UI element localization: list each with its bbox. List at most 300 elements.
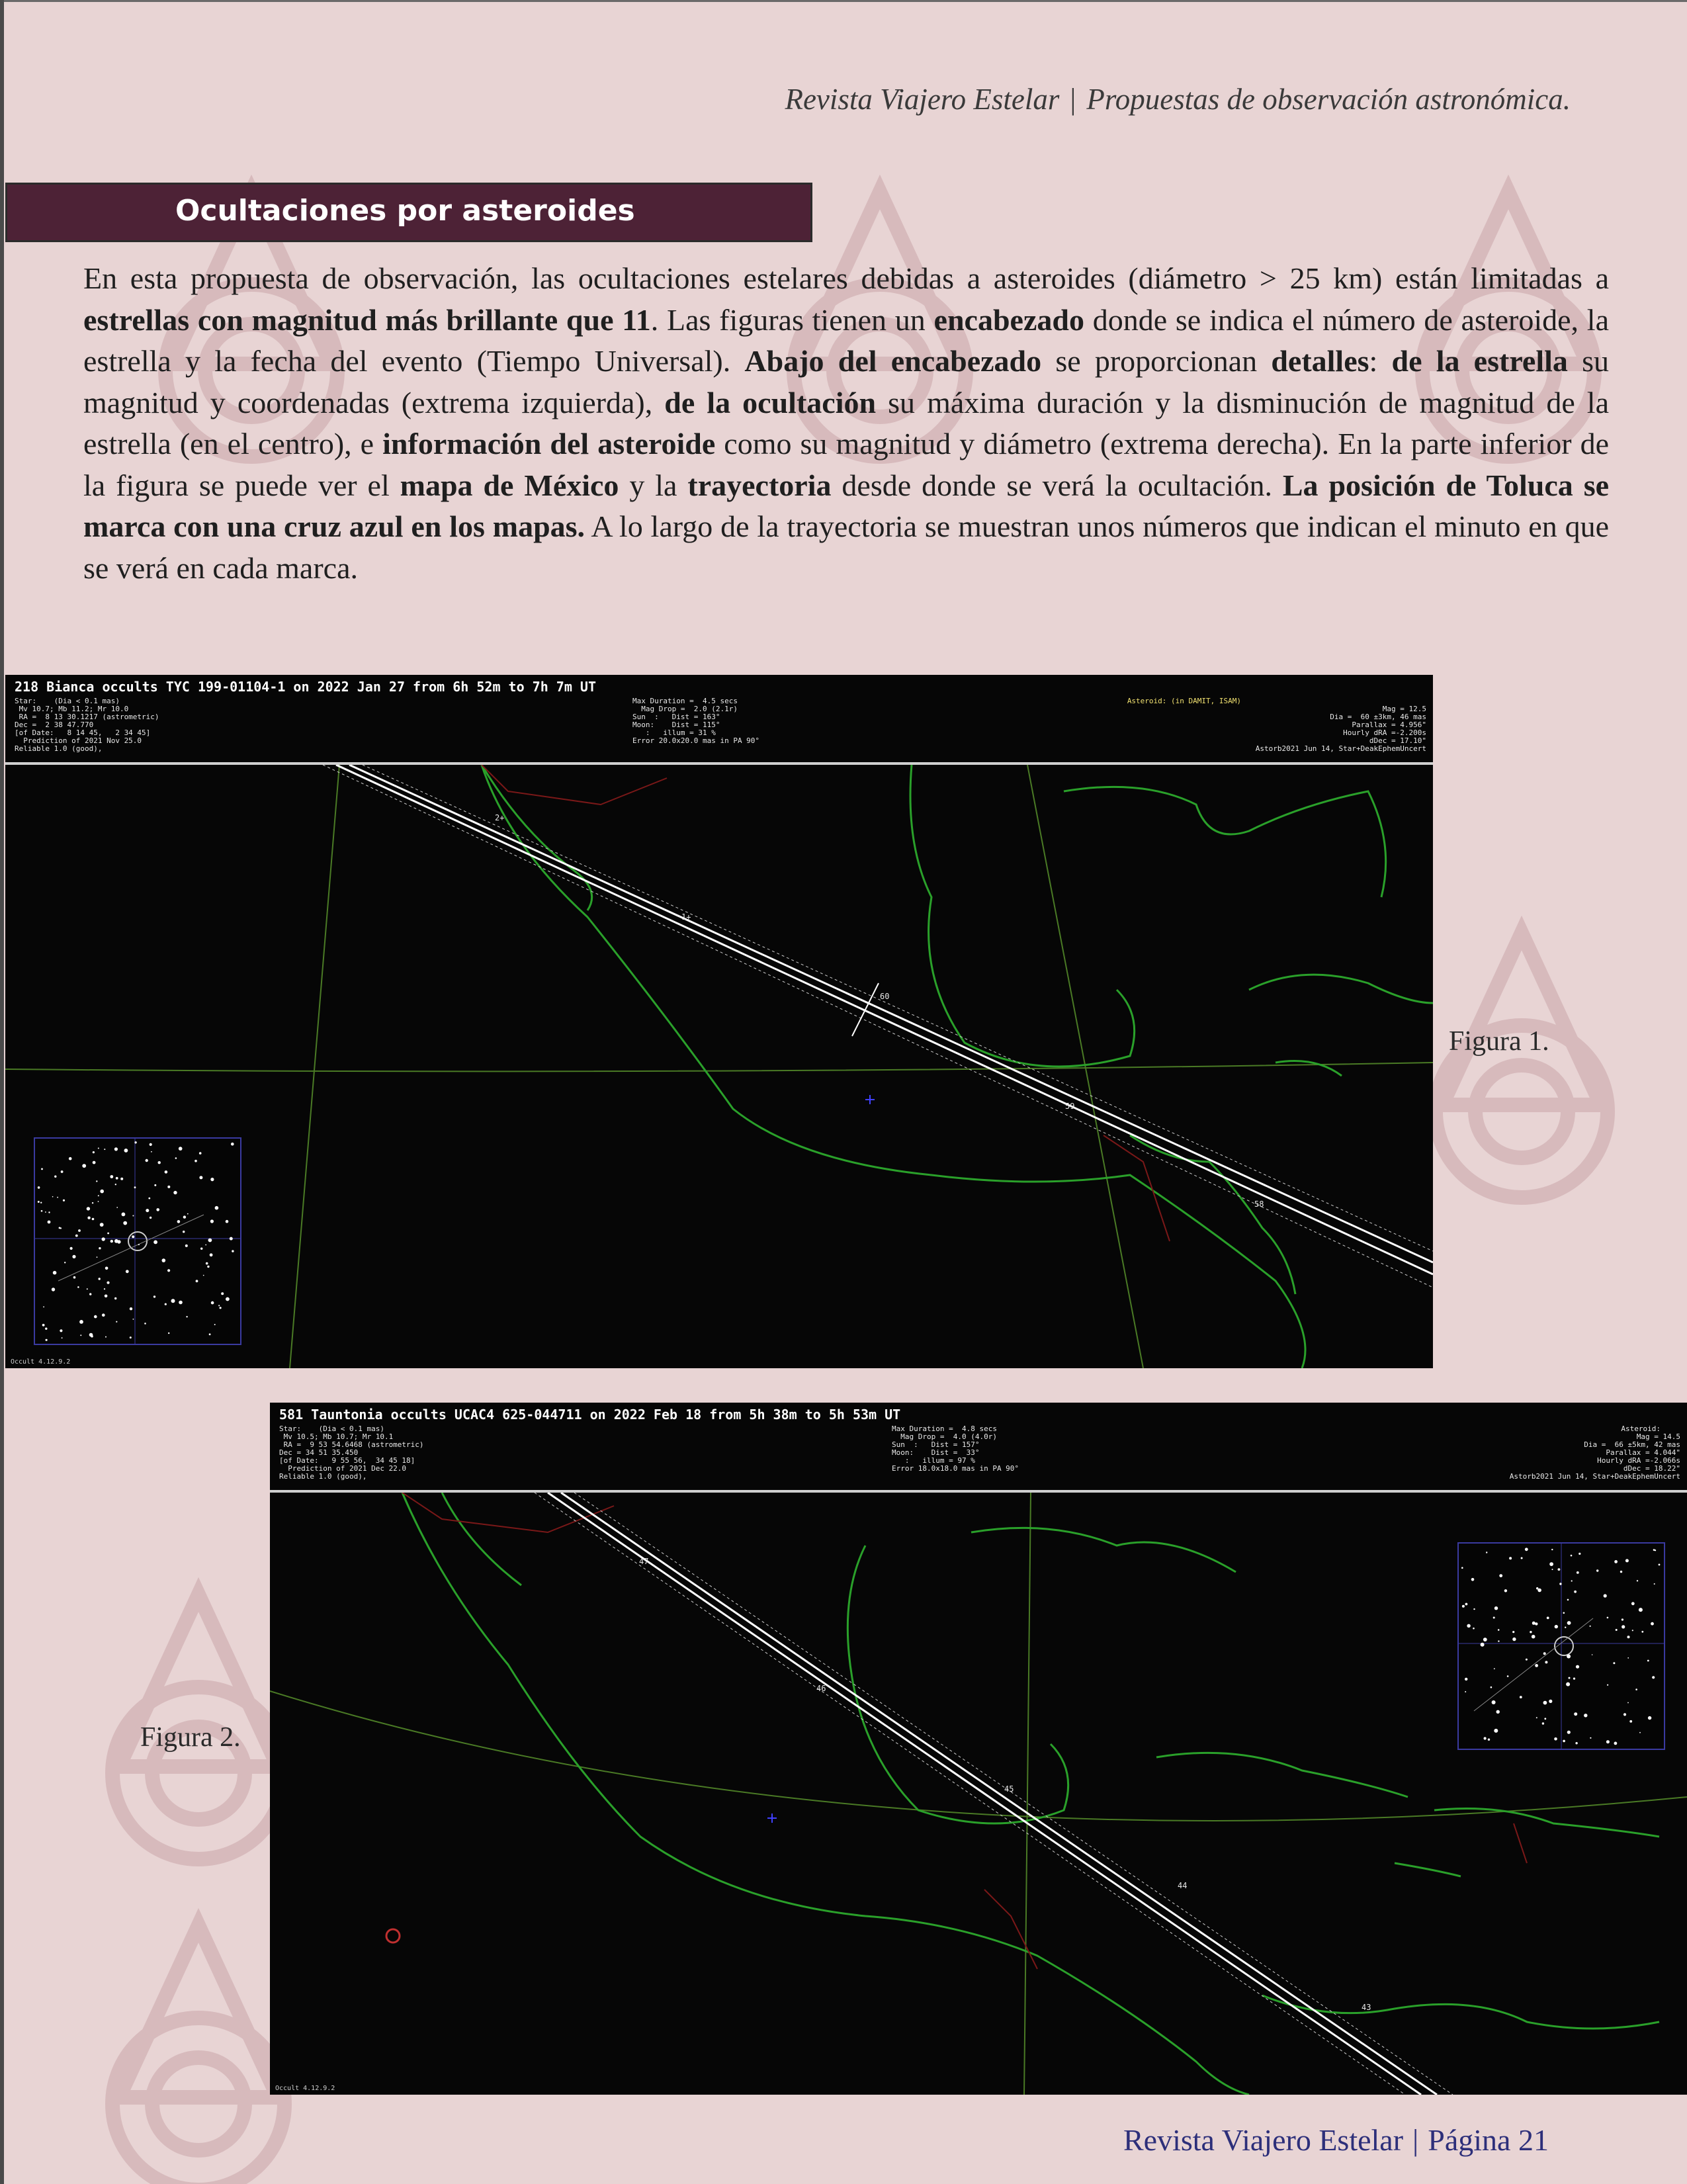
star-dot [1471, 1578, 1475, 1581]
star-dot [1614, 1560, 1618, 1563]
star-dot [105, 1295, 108, 1298]
star-dot [41, 1168, 43, 1170]
star-dot [1559, 1583, 1561, 1585]
figure-2-occultation-path [535, 1493, 1453, 2095]
star-dot [167, 1186, 170, 1188]
star-dot [1494, 1729, 1498, 1733]
star-dot [1462, 1605, 1465, 1608]
star-dot [1465, 1691, 1466, 1692]
star-dot [1653, 1549, 1655, 1551]
star-dot [1567, 1731, 1571, 1734]
body-paragraph [83, 258, 1609, 589]
figure-1-borders [482, 765, 1170, 1241]
figure-2-borders [402, 1493, 1527, 1969]
star-dot [1654, 1583, 1655, 1585]
star-dot [1604, 1594, 1607, 1597]
star-dot [1512, 1631, 1514, 1633]
star-dot [1521, 1557, 1523, 1559]
star-dot [1622, 1625, 1625, 1628]
figure-2-software-footer: Occult 4.12.9.2 [275, 2085, 335, 2092]
star-dot [200, 1248, 202, 1250]
body-bold-text: trayectoria [687, 468, 832, 502]
figure-2-star-details: Star: (Dia < 0.1 mas) Mv 10.5; Mb 10.7; Mr 10.1 RA = 9 53 54.6468 (astrometric) Dec = 34 51 35.450 [of Date: 9 55 56, 34 45 18] Prediction of 2021 Dec 22.0 Reliable 1.0 (good), [279, 1424, 424, 1481]
star-dot [79, 1320, 83, 1324]
star-dot [1607, 1617, 1609, 1619]
minute-label: 1+ [681, 912, 691, 922]
star-dot [1616, 1629, 1618, 1631]
star-dot [133, 1319, 134, 1320]
star-dot [168, 1332, 169, 1334]
star-dot [64, 1262, 65, 1263]
star-dot [1596, 1569, 1598, 1571]
star-dot [1592, 1654, 1593, 1655]
star-dot [1627, 1636, 1630, 1638]
star-dot [1571, 1580, 1573, 1581]
minute-label: 43 [1362, 2003, 1371, 2012]
figure-1-map [5, 765, 1433, 1368]
star-dot [38, 1186, 40, 1189]
star-dot [150, 1143, 152, 1146]
star-dot [1473, 1628, 1475, 1630]
star-dot [41, 1210, 43, 1212]
star-dot [69, 1157, 72, 1160]
star-dot [115, 1184, 116, 1185]
star-dot [87, 1217, 90, 1219]
star-dot [100, 1190, 104, 1194]
star-dot [1566, 1682, 1570, 1686]
figure-1-asteroid-title: Asteroid: (in DAMIT, ISAM) [1127, 697, 1241, 705]
star-dot [1627, 1702, 1629, 1704]
star-dot [1486, 1551, 1487, 1553]
star-dot [1631, 1602, 1635, 1605]
figure-2-map [270, 1493, 1687, 2095]
star-dot [1504, 1589, 1507, 1592]
star-dot [94, 1315, 97, 1319]
star-dot [1569, 1677, 1571, 1679]
star-dot [1613, 1662, 1615, 1664]
running-header: Revista Viajero Estelar | Propuestas de observación astronómica. [785, 83, 1571, 116]
star-dot [206, 1262, 208, 1265]
star-dot [1483, 1638, 1487, 1641]
star-dot [1492, 1700, 1496, 1704]
star-dot [203, 1275, 204, 1276]
figure-2-star-chart [1458, 1543, 1665, 1749]
star-dot [45, 1328, 47, 1330]
star-dot [175, 1157, 177, 1159]
body-bold-text: estrellas con magnitud más brillante que 11 [83, 302, 651, 337]
star-dot [146, 1159, 148, 1162]
star-dot [82, 1164, 86, 1168]
body-text-segment: donde se indica el número de asteroide, la estrella y la fecha del evento (Tiempo Universal). [83, 302, 1609, 378]
figure-1-toluca-cross [865, 1095, 875, 1104]
figure-1-title: 218 Bianca occults TYC 199-01104-1 on 2022 Jan 27 from 6h 52m to 7h 7m UT [15, 679, 596, 695]
star-dot [1627, 1657, 1629, 1659]
figure-2-meridian [1024, 1493, 1031, 2095]
star-dot [1488, 1739, 1490, 1741]
body-text-segment: : [1369, 344, 1392, 378]
star-dot [1467, 1624, 1470, 1628]
star-dot [1461, 1567, 1463, 1569]
star-dot [1543, 1701, 1547, 1705]
star-dot [98, 1148, 99, 1149]
star-dot [177, 1220, 181, 1223]
star-dot [1494, 1668, 1495, 1669]
star-dot [116, 1321, 117, 1323]
star-dot [107, 1282, 109, 1284]
star-dot [209, 1333, 211, 1335]
body-bold-text: de la ocultación [664, 385, 877, 419]
star-dot [62, 1337, 63, 1338]
star-dot [196, 1280, 198, 1282]
star-dot [187, 1213, 189, 1215]
star-dot [130, 1336, 132, 1338]
star-dot [87, 1207, 90, 1210]
star-dot [110, 1240, 113, 1243]
star-dot [1563, 1740, 1565, 1743]
star-dot [60, 1329, 62, 1332]
minute-label: 58 [1254, 1200, 1264, 1209]
star-dot [122, 1213, 126, 1217]
star-dot [1651, 1622, 1654, 1626]
star-dot [1554, 1737, 1557, 1741]
star-dot [1620, 1571, 1622, 1573]
star-dot [185, 1245, 188, 1247]
star-dot [114, 1147, 118, 1151]
star-dot [232, 1250, 234, 1252]
star-dot [1563, 1612, 1565, 1614]
figure-1-star-chart [34, 1138, 241, 1344]
star-dot [215, 1206, 219, 1210]
star-dot [154, 1184, 156, 1186]
figure-1-event-details: Max Duration = 4.5 secs Mag Drop = 2.0 (2.1r) Sun : Dist = 163° Moon: Dist = 115° : illum = 31 % Error 20.0x20.0 mas in PA 90° [632, 697, 760, 745]
star-dot [1573, 1678, 1575, 1680]
star-dot [1532, 1622, 1536, 1625]
star-dot [116, 1207, 118, 1208]
star-dot [63, 1200, 65, 1201]
star-dot [1509, 1557, 1512, 1559]
body-text-segment: su magnitud y coordenadas (extrema izquierda), [83, 344, 1609, 419]
figure-1-star-details: Star: (Dia < 0.1 mas) Mv 10.7; Mb 11.2; Mr 10.0 RA = 8 13 30.1217 (astrometric) Dec = 2 38 47.770 [of Date: 8 14 45, 2 34 45] Prediction of 2021 Nov 25.0 Reliable 1.0 (good), [15, 697, 159, 753]
star-dot [97, 1256, 98, 1258]
minute-label: 47 [639, 1557, 649, 1566]
star-dot [75, 1235, 78, 1237]
star-dot [52, 1288, 55, 1291]
star-dot [1567, 1621, 1571, 1625]
star-dot [52, 1196, 54, 1198]
star-dot [1512, 1638, 1516, 1641]
figure-1-software-footer: Occult 4.12.9.2 [11, 1358, 71, 1366]
star-dot [211, 1301, 214, 1305]
star-dot [1535, 1664, 1538, 1667]
star-dot [1543, 1652, 1546, 1655]
minute-label: 45 [1004, 1784, 1014, 1794]
star-dot [173, 1191, 177, 1194]
star-dot [195, 1160, 197, 1162]
star-dot [1641, 1631, 1643, 1633]
star-dot [132, 1235, 134, 1238]
star-dot [105, 1336, 107, 1338]
star-dot [1542, 1722, 1544, 1724]
star-dot [153, 1295, 155, 1297]
star-dot [1484, 1737, 1487, 1739]
star-dot [1577, 1571, 1579, 1574]
body-text-segment: como su magnitud y diámetro (extrema derecha). En la parte inferior de la figura se puede ver el [83, 427, 1609, 502]
star-dot [186, 1316, 187, 1317]
star-dot [48, 1221, 51, 1224]
star-dot [1632, 1630, 1633, 1631]
star-dot [124, 1149, 128, 1153]
figure-1 [5, 675, 1433, 1368]
star-dot [199, 1176, 202, 1179]
star-dot [179, 1301, 183, 1305]
star-dot [92, 1218, 95, 1221]
minute-label: 60 [880, 992, 890, 1001]
body-bold-text: de la estrella [1391, 344, 1568, 378]
star-dot [104, 1288, 105, 1289]
star-dot [92, 1202, 93, 1203]
star-dot [1625, 1559, 1629, 1562]
star-dot [165, 1170, 168, 1174]
star-dot [210, 1219, 214, 1223]
star-dot [1551, 1549, 1553, 1550]
star-dot [183, 1215, 186, 1218]
star-dot [87, 1288, 88, 1289]
star-dot [1637, 1580, 1638, 1581]
figure-1-asteroid-details: Mag = 12.5 Dia = 60 ±3km, 46 mas Parallax = 4.956" Hourly dRA =-2.200s dDec = 17.10" Astorb2021 Jun 14, Star+DeakEphemUncert [1255, 705, 1426, 753]
star-dot [165, 1303, 167, 1305]
footer-page-number: Página 21 [1428, 2123, 1549, 2157]
star-dot [1544, 1718, 1546, 1720]
header-section: Propuestas de observación astronómica. [1086, 83, 1571, 116]
star-dot [105, 1267, 108, 1270]
body-bold-text: La posición de Toluca se marca con una cruz azul en los mapas. [83, 468, 1610, 543]
star-dot [205, 1245, 206, 1246]
body-bold-text: encabezado [933, 302, 1084, 337]
body-bold-text: Abajo del encabezado [744, 344, 1042, 378]
star-dot [1547, 1617, 1549, 1620]
page-footer: Revista Viajero Estelar | Página 21 [1123, 2123, 1549, 2157]
figure-2-title: 581 Tauntonia occults UCAC4 625-044711 on 2022 Feb 18 from 5h 38m to 5h 53m UT [279, 1407, 901, 1422]
star-dot [93, 1151, 95, 1153]
body-bold-text: detalles [1271, 344, 1369, 378]
star-dot [72, 1255, 75, 1258]
star-dot [102, 1237, 105, 1241]
star-dot [42, 1324, 45, 1327]
star-dot [46, 1339, 48, 1341]
star-dot [1567, 1655, 1571, 1659]
minute-label: 59 [1065, 1102, 1075, 1111]
star-dot [220, 1307, 222, 1309]
star-dot [130, 1307, 132, 1310]
star-dot [138, 1244, 140, 1245]
figure-1-occultation-path [323, 765, 1433, 1288]
star-dot [54, 1176, 56, 1178]
star-dot [48, 1211, 50, 1213]
star-dot [1520, 1696, 1522, 1698]
star-dot [1622, 1618, 1623, 1620]
star-dot [1614, 1742, 1618, 1745]
star-dot [100, 1223, 104, 1227]
figure-2-asteroid-title: Asteroid: [1621, 1424, 1661, 1433]
figure-1-meridian-left [290, 765, 339, 1368]
section-title: Ocultaciones por asteroides [175, 194, 635, 228]
body-text-segment: . Las figuras tienen un [650, 302, 934, 337]
star-dot [96, 1180, 97, 1182]
star-dot [1590, 1626, 1591, 1627]
star-dot [53, 1271, 57, 1275]
star-dot [162, 1258, 166, 1262]
star-dot [1584, 1714, 1587, 1717]
star-dot [1565, 1627, 1566, 1628]
minute-label: 46 [816, 1684, 826, 1693]
figure-2-caption: Figura 2. [140, 1722, 241, 1753]
star-dot [153, 1241, 157, 1245]
section-heading-bar [5, 183, 812, 242]
star-dot [1498, 1640, 1499, 1641]
star-dot [70, 1247, 73, 1250]
star-dot [150, 1217, 151, 1219]
body-bold-text: información del asteroide [382, 427, 716, 460]
star-dot [134, 1186, 136, 1188]
star-dot [179, 1147, 183, 1151]
star-dot [1552, 1569, 1553, 1570]
star-dot [1545, 1661, 1547, 1663]
star-dot [114, 1297, 116, 1299]
star-dot [73, 1276, 76, 1279]
star-dot [218, 1305, 220, 1306]
star-dot [1639, 1608, 1643, 1612]
star-dot [98, 1201, 99, 1202]
star-dot [78, 1229, 81, 1232]
figure-1-caption: Figura 1. [1449, 1026, 1549, 1057]
star-dot [199, 1152, 202, 1155]
star-dot [107, 1233, 109, 1235]
figure-2-event-details: Max Duration = 4.8 secs Mag Drop = 4.0 (4.0r) Sun : Dist = 157° Moon: Dist = 33° : illum = 97 % Error 18.0x18.0 mas in PA 90° [892, 1424, 1019, 1473]
star-dot [1493, 1617, 1495, 1619]
body-text-segment: se proporcionan [1041, 344, 1272, 378]
star-dot [99, 1278, 101, 1280]
star-dot [126, 1270, 129, 1273]
star-dot [231, 1143, 234, 1146]
star-dot [1639, 1732, 1641, 1733]
star-dot [110, 1175, 113, 1178]
star-dot [148, 1198, 150, 1200]
star-dot [1647, 1660, 1649, 1662]
star-dot [1590, 1737, 1591, 1739]
star-dot [230, 1237, 233, 1241]
star-dot [1629, 1720, 1632, 1723]
star-dot [1465, 1603, 1468, 1606]
star-dot [1648, 1716, 1651, 1720]
star-dot [151, 1151, 152, 1153]
body-text-segment: desde donde se verá la ocultación. [831, 468, 1283, 502]
star-dot [226, 1220, 229, 1223]
star-dot [1526, 1659, 1528, 1661]
minute-label: 44 [1178, 1881, 1188, 1890]
star-dot [144, 1323, 146, 1325]
star-dot [116, 1177, 118, 1180]
star-dot [1575, 1742, 1577, 1744]
star-dot [1465, 1678, 1467, 1681]
star-dot [1574, 1591, 1577, 1593]
figure-2-asteroid-details: Mag = 14.5 Dia = 66 ±5km, 42 mas Parallax = 4.044" Hourly dRA =-2.066s dDec = 18.22" Astorb2021 Jun 14, Star+DeakEphemUncert [1509, 1432, 1680, 1481]
star-dot [207, 1266, 209, 1268]
star-dot [120, 1178, 123, 1180]
star-dot [38, 1201, 40, 1203]
star-dot [158, 1161, 161, 1164]
star-dot [59, 1227, 61, 1229]
star-dot [57, 1197, 58, 1198]
star-dot [1525, 1548, 1528, 1551]
figure-2 [270, 1403, 1687, 2095]
star-dot [1567, 1599, 1569, 1601]
figure-2-red-circle-marker [386, 1929, 400, 1943]
header-magazine: Revista Viajero Estelar [785, 83, 1060, 116]
star-dot [1571, 1555, 1573, 1557]
star-dot [1473, 1608, 1475, 1610]
minute-label: 2+ [495, 813, 505, 822]
star-dot [221, 1292, 224, 1295]
star-dot [98, 1195, 99, 1196]
star-dot [1491, 1686, 1492, 1688]
star-dot [1507, 1675, 1509, 1677]
star-dot [1623, 1713, 1626, 1716]
star-dot [132, 1215, 134, 1217]
star-dot [102, 1313, 105, 1317]
star-dot [146, 1209, 149, 1212]
body-text-segment: y la [619, 468, 688, 502]
star-dot [1606, 1740, 1610, 1743]
figure-1-latitude-line [5, 1063, 1433, 1071]
star-dot [1555, 1625, 1558, 1628]
star-dot [1498, 1629, 1500, 1631]
star-dot [226, 1297, 230, 1301]
figure-2-toluca-cross [767, 1813, 777, 1823]
star-dot [183, 1231, 185, 1233]
body-text-segment: A lo largo de la trayectoria se muestran unos números que indican el minuto en que se verá en cada marca. [83, 509, 1609, 585]
star-dot [91, 1335, 93, 1338]
star-dot [1536, 1717, 1537, 1718]
star-dot [208, 1239, 212, 1243]
star-dot [1499, 1574, 1502, 1577]
star-dot [1635, 1688, 1637, 1690]
star-dot [40, 1202, 42, 1203]
star-dot [80, 1334, 81, 1336]
star-dot [43, 1306, 44, 1307]
star-dot [99, 1247, 101, 1249]
star-dot [210, 1178, 214, 1181]
star-dot [1530, 1631, 1532, 1633]
star-dot [1574, 1712, 1577, 1716]
star-dot [1579, 1553, 1580, 1555]
star-dot [167, 1269, 170, 1272]
star-dot [1537, 1589, 1541, 1593]
star-dot [1549, 1562, 1553, 1566]
body-text-segment: En esta propuesta de observación, las ocultaciones estelares debidas a asteroides (diámetro > 25 km) están limitadas a [83, 261, 1609, 295]
star-dot [77, 1286, 79, 1288]
figure-1-coastlines [482, 765, 1433, 1368]
star-dot [1652, 1676, 1655, 1679]
star-dot [1607, 1684, 1608, 1686]
star-dot [134, 1141, 136, 1143]
star-dot [210, 1253, 213, 1256]
star-dot [104, 1149, 105, 1150]
star-dot [1549, 1700, 1552, 1703]
star-dot [123, 1221, 127, 1225]
star-dot [1576, 1665, 1579, 1669]
star-dot [61, 1170, 64, 1173]
star-dot [93, 1161, 96, 1164]
